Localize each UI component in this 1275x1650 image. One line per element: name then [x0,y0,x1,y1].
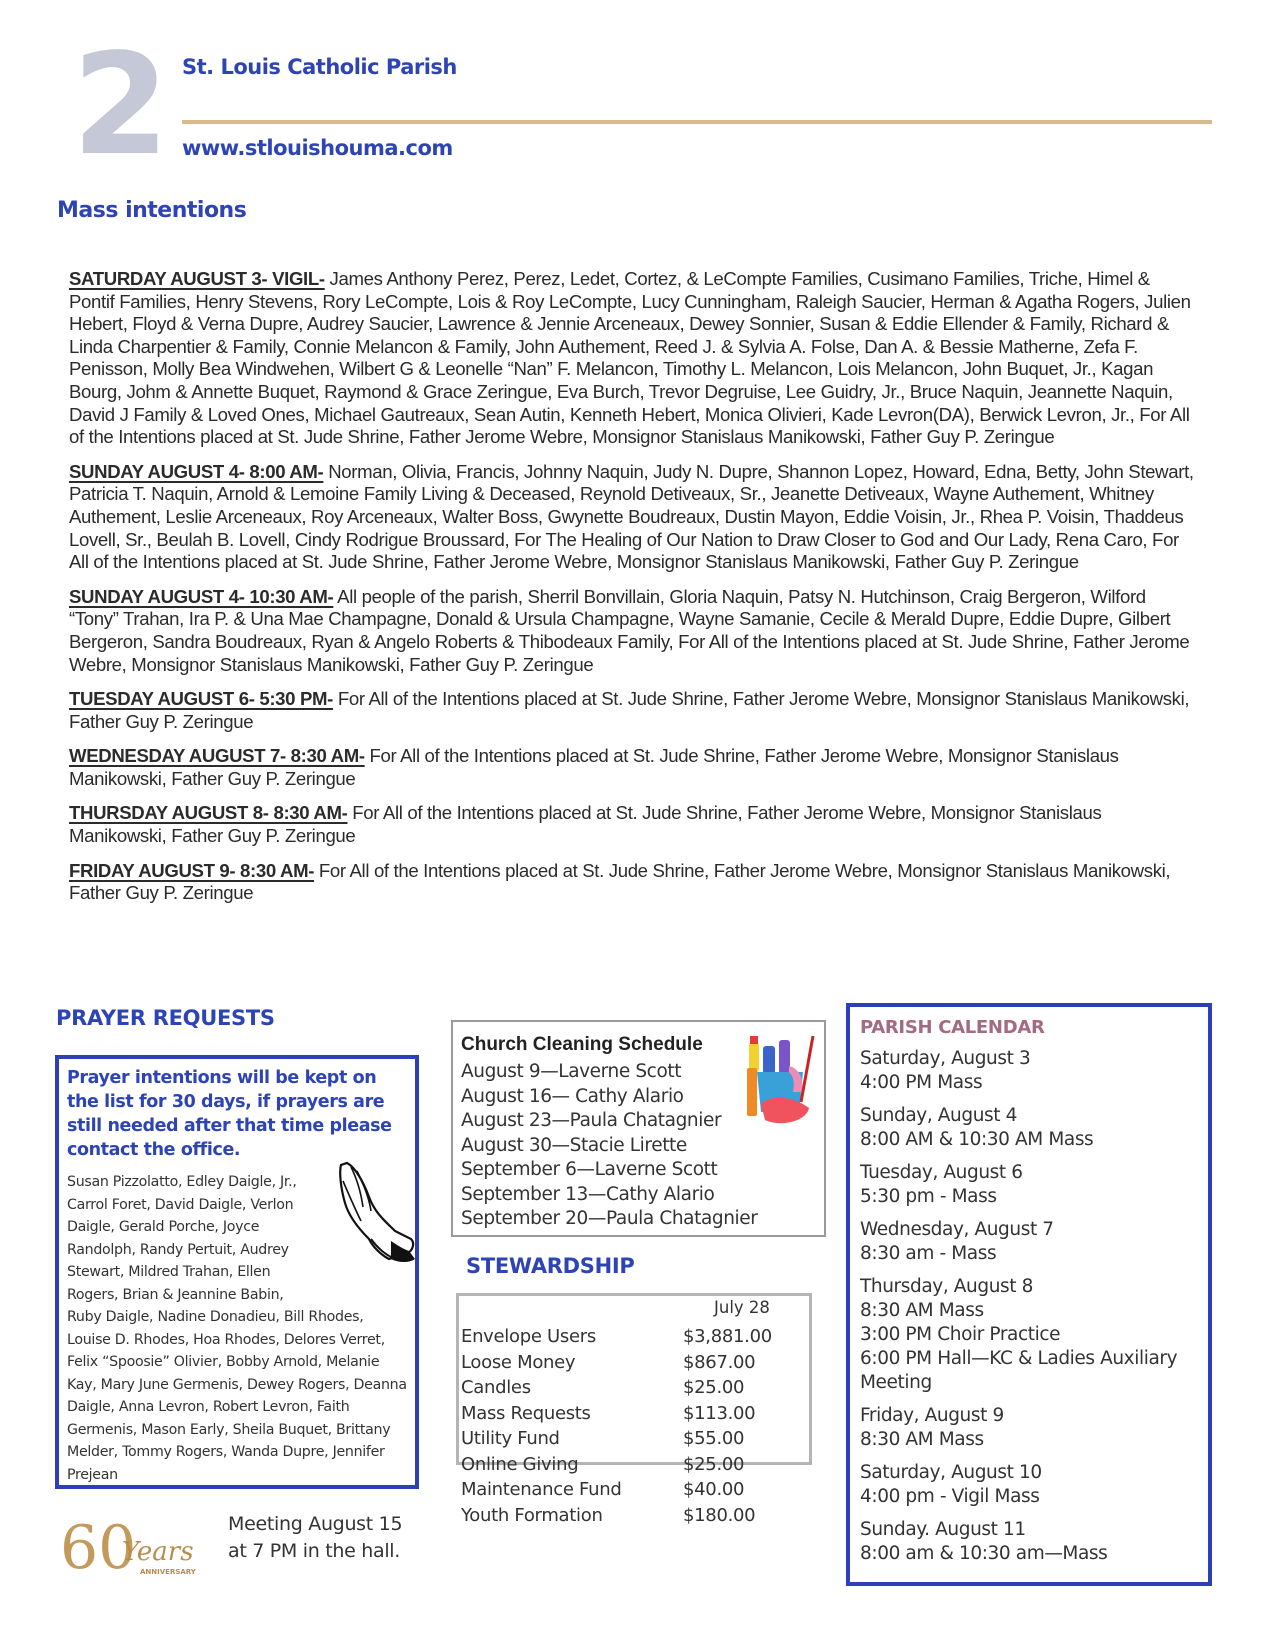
intention-label: SUNDAY AUGUST 4- 10:30 AM- [69,585,334,607]
cleaning-item: August 16— Cathy Alario [461,1085,684,1107]
row-value: $25.00 [683,1377,745,1398]
intention-label: THURSDAY AUGUST 8- 8:30 AM- [69,802,348,824]
sixty-years-anniversary-logo [60,1510,210,1585]
stewardship-column-header: July 28 [714,1298,770,1317]
calendar-entry [860,1047,1200,1095]
prayer-requests-note: Prayer intentions will be kept on the list for 30 days, if prayers are still needed after that time please contact the office. [67,1068,392,1160]
row-label: Candles [461,1377,531,1398]
stewardship-row [461,1324,801,1350]
calendar-event: 6:00 PM Hall—KC & Ladies Auxiliary Meeting [860,1348,1178,1393]
calendar-day: Saturday, August 10 [860,1462,1042,1483]
row-value: $180.00 [683,1504,756,1526]
stewardship-row [461,1477,801,1503]
calendar-event: 3:00 PM Choir Practice [860,1324,1061,1345]
parish-calendar-box [846,1003,1212,1586]
calendar-event: 8:30 AM Mass [860,1300,984,1321]
calendar-day: Wednesday, August 7 [860,1219,1054,1240]
calendar-event: 5:30 pm - Mass [860,1186,997,1207]
header-divider [182,120,1212,124]
intention-entry [69,745,1199,790]
logo-sub: ANNIVERSARY [140,1568,196,1576]
page-number: 2 [72,24,166,187]
intention-label: WEDNESDAY AUGUST 7- 8:30 AM- [69,745,365,767]
intention-label: SATURDAY AUGUST 3- VIGIL- [69,268,325,289]
calendar-event: 8:30 AM Mass [860,1429,984,1450]
intention-text: James Anthony Perez, Perez, Ledet, Cortez, & LeCompte Families, Cusimano Families, Triche, Himel & Pontif Families, Henry Stevens, Rory LeCompte, Lois & Roy LeCompte, Lucy Cunningham, Raleigh Saucier, Herman & Agatha Rogers, Julien Hebert, Floyd & Verna Dupre, Audrey Saucier, Lawrence & Jennie Arceneaux, Dewey Sonnier, Susan & Eddie Ellender & Family, Richard & Linda Charpentier & Family, Connie Melancon & Family, John Authement, Reed J. & Sylvia A. Folse, Dan A. & Bessie Matherne, Zefa F. Penisson, Molly Bea Windwehen, Wilbert G & Leonelle “Nan” F. Melancon, Timothy L. Melancon, Lois Melancon, John Buquet, Jr., Kagan Bourg, Johm & Annette Buquet, Raymond & Grace Zeringue, Eva Burch, Trevor Degruise, Lee Guidry, Jr., Bruce Naquin, Jeannette Naquin, David J Family & Loved Ones, Michael Gautreaux, Sean Autin, Kenneth Hebert, Monica Olivieri, Kade Levron(DA), Berwick Levron, Jr., For All of the Intentions placed at St. Jude Shrine, Father Jerome Webre, Monsignor Stanislaus Manikowski, Father Guy P. Zeringue [69,268,1191,448]
calendar-entry [860,1104,1200,1152]
row-value: $3,881.00 [683,1326,772,1347]
intention-text: For All of the Intentions placed at St. Jude Shrine, Father Jerome Webre, Monsignor Stanislaus Manikowski, Father Guy P. Zeringue [69,859,1171,904]
calendar-entry [860,1275,1200,1395]
row-label: Envelope Users [461,1326,596,1347]
calendar-event: 8:30 am - Mass [860,1243,997,1264]
calendar-day: Sunday. August 11 [860,1519,1026,1540]
stewardship-row [461,1350,801,1376]
row-label: Maintenance Fund [461,1479,622,1500]
calendar-entry [860,1218,1200,1266]
intention-entry [69,860,1199,905]
row-value: $113.00 [683,1402,756,1424]
calendar-day: Friday, August 9 [860,1405,1004,1426]
intention-label: SUNDAY AUGUST 4- 8:00 AM- [69,460,324,482]
cleaning-schedule-box [451,1020,826,1237]
prayer-requests-box [55,1055,419,1489]
logo-number: 60 [60,1513,137,1583]
parish-website-link[interactable]: www.stlouishouma.com [182,136,453,160]
stewardship-row [461,1401,801,1427]
stewardship-row [461,1375,801,1401]
cleaning-item: August 9—Laverne Scott [461,1061,682,1082]
calendar-day: Tuesday, August 6 [860,1162,1023,1183]
intention-entry [69,461,1199,574]
calendar-event: 8:00 AM & 10:30 AM Mass [860,1129,1094,1150]
parish-calendar-list [860,1047,1200,1575]
intention-text: For All of the Intentions placed at St. Jude Shrine, Father Jerome Webre, Monsignor Stanislaus Manikowski, Father Guy P. Zeringue [69,745,1119,789]
intention-text: Norman, Olivia, Francis, Johnny Naquin, Judy N. Dupre, Shannon Lopez, Howard, Edna, Betty, John Stewart, Patricia T. Naquin, Arnold & Lemoine Family Living & Deceased, Reynold Detiveaux, Sr., Jeanette Detiveaux, Wayne Authement, Whitney Authement, Leslie Arceneaux, Roy Arceneaux, Walter Boss, Gwynette Boudreaux, Dustin Mayon, Eddie Voisin, Jr., Rhea P. Voisin, Thaddeus Lovell, Sr., Beulah B. Lovell, Cindy Rodrigue Broussard, For The Healing of Our Nation to Draw Closer to God and Our Lady, Rena Caro, For All of the Intentions placed at St. Jude Shrine, Father Jerome Webre, Monsignor Stanislaus Manikowski, Father Guy P. Zeringue [69,460,1194,573]
intention-entry [69,268,1199,449]
calendar-event: 4:00 PM Mass [860,1072,983,1093]
intention-text: For All of the Intentions placed at St. Jude Shrine, Father Jerome Webre, Monsignor Stanislaus Manikowski, Father Guy P. Zeringue [69,802,1102,847]
calendar-entry [860,1161,1200,1209]
calendar-event: 4:00 pm - Vigil Mass [860,1486,1040,1507]
stewardship-title: STEWARDSHIP [466,1254,635,1278]
calendar-entry [860,1404,1200,1452]
intention-entry [69,688,1199,733]
mass-intentions-title: Mass intentions [57,198,247,223]
calendar-event: 8:00 am & 10:30 am—Mass [860,1543,1108,1564]
parish-calendar-title: PARISH CALENDAR [860,1017,1045,1038]
cleaning-supplies-icon [743,1032,818,1132]
logo-word: Years [122,1537,194,1567]
row-label: Online Giving [461,1453,579,1475]
calendar-day: Thursday, August 8 [860,1276,1033,1297]
row-value: $40.00 [683,1479,745,1500]
prayer-names-rest: Ruby Daigle, Nadine Donadieu, Bill Rhodes, Louise D. Rhodes, Hoa Rhodes, Delores Verret, Felix “Spoosie” Olivier, Bobby Arnold, Melanie Kay, Mary June Germenis, Dewey Rogers, Deanna Daigle, Anna Levron, Robert Levron, Faith Germenis, Mason Early, Sheila Buquet, Brittany Melder, Tommy Rogers, Wanda Dupre, Jennifer Prejean [67,1309,407,1483]
calendar-entry [860,1461,1200,1509]
prayer-requests-title: PRAYER REQUESTS [56,1006,275,1030]
cleaning-schedule-title: Church Cleaning Schedule [461,1034,703,1055]
row-label: Utility Fund [461,1428,560,1449]
cleaning-item: September 20—Paula Chatagnier [461,1208,758,1229]
stewardship-row [461,1503,801,1529]
praying-hands-icon [329,1159,421,1264]
stewardship-rows [461,1324,801,1528]
intention-entry [69,802,1199,847]
stewardship-row [461,1452,801,1478]
stewardship-table [456,1293,812,1526]
cleaning-item: August 23—Paula Chatagnier [461,1110,722,1131]
row-value: $25.00 [683,1453,745,1475]
intention-label: TUESDAY AUGUST 6- 5:30 PM- [69,688,334,710]
parish-name: St. Louis Catholic Parish [182,55,457,79]
cleaning-schedule-list [461,1060,758,1232]
cleaning-item: September 6—Laverne Scott [461,1159,718,1180]
row-label: Mass Requests [461,1402,591,1424]
row-label: Loose Money [461,1351,576,1373]
calendar-day: Sunday, August 4 [860,1105,1017,1126]
prayer-names-top: Susan Pizzolatto, Edley Daigle, Jr., Carrol Foret, David Daigle, Verlon Daigle, Gerald Porche, Joyce Randolph, Randy Pertuit, Audrey Stewart, Mildred Trahan, Ellen Rogers, Brian & Jeannine Babin, [67,1174,297,1303]
cleaning-item: September 13—Cathy Alario [461,1183,715,1205]
mass-intentions-list [69,268,1199,917]
anniversary-meeting-text [228,1511,402,1565]
meeting-line-2: at 7 PM in the hall. [228,1540,401,1562]
row-label: Youth Formation [461,1504,603,1526]
calendar-entry [860,1518,1200,1566]
calendar-day: Saturday, August 3 [860,1048,1031,1069]
intention-text: For All of the Intentions placed at St. Jude Shrine, Father Jerome Webre, Monsignor Stanislaus Manikowski, Father Guy P. Zeringue [69,688,1190,732]
meeting-line-1: Meeting August 15 [228,1513,403,1535]
intention-text: All people of the parish, Sherril Bonvillain, Gloria Naquin, Patsy N. Hutchinson, Craig Bergeron, Wilford “Tony” Trahan, Ira P. & Una Mae Champagne, Donald & Ursula Champagne, Wayne Samanie, Cecile & Merald Dupre, Eddie Dupre, Gilbert Bergeron, Sandra Boudreaux, Ryan & Angelo Roberts & Thibodeaux Family, For All of the Intentions placed at St. Jude Shrine, Father Jerome Webre, Monsignor Stanislaus Manikowski, Father Guy P. Zeringue [69,585,1190,675]
intention-entry [69,586,1199,676]
row-value: $55.00 [683,1428,745,1449]
intention-label: FRIDAY AUGUST 9- 8:30 AM- [69,859,315,881]
stewardship-row [461,1426,801,1452]
cleaning-item: August 30—Stacie Lirette [461,1134,687,1156]
row-value: $867.00 [683,1351,756,1373]
